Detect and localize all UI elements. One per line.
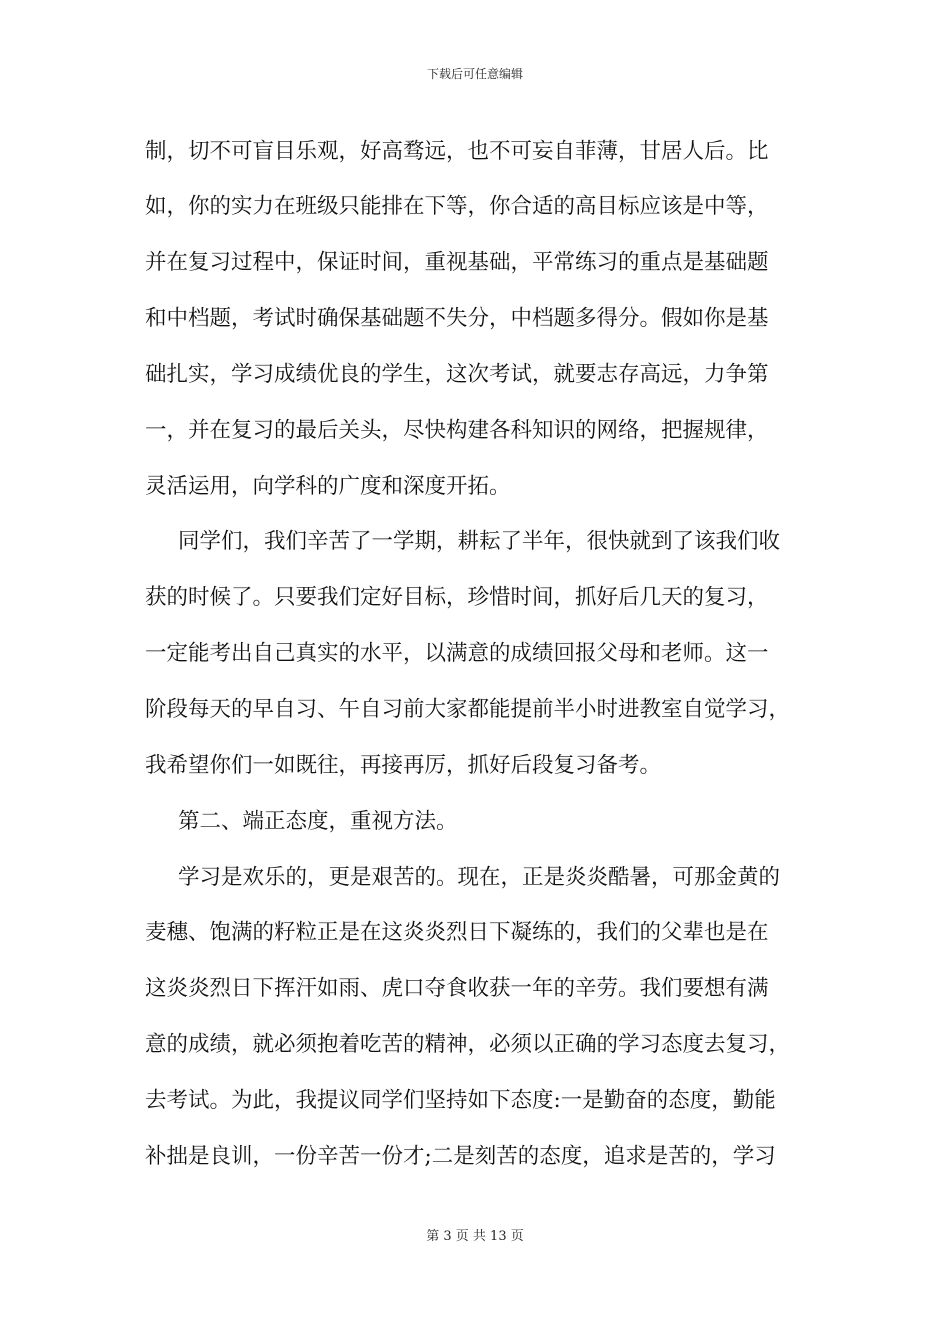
text-line: 和中档题，考试时确保基础题不失分，中档题多得分。假如你是基 xyxy=(145,306,769,331)
text-line: 麦穗、饱满的籽粒正是在这炎炎烈日下凝练的，我们的父辈也是在 xyxy=(145,920,769,945)
text-line: 去考试。为此，我提议同学们坚持如下态度:一是勤奋的态度，勤能 xyxy=(145,1088,776,1113)
text-line: 这炎炎烈日下挥汗如雨、虎口夺食收获一年的辛劳。我们要想有满 xyxy=(145,976,769,1001)
text-line: 我希望你们一如既往，再接再厉，抓好后段复习备考。 xyxy=(145,753,662,778)
text-line: 一定能考出自己真实的水平，以满意的成绩回报父母和老师。这一 xyxy=(145,641,769,666)
text-line: 补拙是良训，一份辛苦一份才;二是刻苦的态度，追求是苦的，学习 xyxy=(145,1144,776,1169)
text-line: 学习是欢乐的，更是艰苦的。现在，正是炎炎酷暑，可那金黄的 xyxy=(178,865,781,890)
page-footer: 第 3 页 共 13 页 xyxy=(426,1229,524,1244)
text-line: 灵活运用，向学科的广度和深度开拓。 xyxy=(145,474,511,499)
text-line: 获的时候了。只要我们定好目标，珍惜时间，抓好后几天的复习， xyxy=(145,585,769,610)
text-line: 并在复习过程中，保证时间，重视基础，平常练习的重点是基础题 xyxy=(145,250,769,275)
text-line: 意的成绩，就必须抱着吃苦的精神，必须以正确的学习态度去复习， xyxy=(145,1032,791,1057)
text-line: 一，并在复习的最后关头，尽快构建各科知识的网络，把握规律， xyxy=(145,418,769,443)
text-line: 制，切不可盲目乐观，好高骛远，也不可妄自菲薄，甘居人后。比 xyxy=(145,139,769,164)
text-line: 阶段每天的早自习、午自习前大家都能提前半小时进教室自觉学习， xyxy=(145,697,791,722)
text-line: 如，你的实力在班级只能排在下等，你合适的高目标应该是中等， xyxy=(145,194,769,219)
section-heading: 第二、端正态度，重视方法。 xyxy=(178,809,458,834)
text-line: 础扎实，学习成绩优良的学生，这次考试，就要志存高远，力争第 xyxy=(145,362,769,387)
page-header: 下载后可任意编辑 xyxy=(426,67,523,81)
text-line: 同学们，我们辛苦了一学期，耕耘了半年，很快就到了该我们收 xyxy=(178,529,781,554)
